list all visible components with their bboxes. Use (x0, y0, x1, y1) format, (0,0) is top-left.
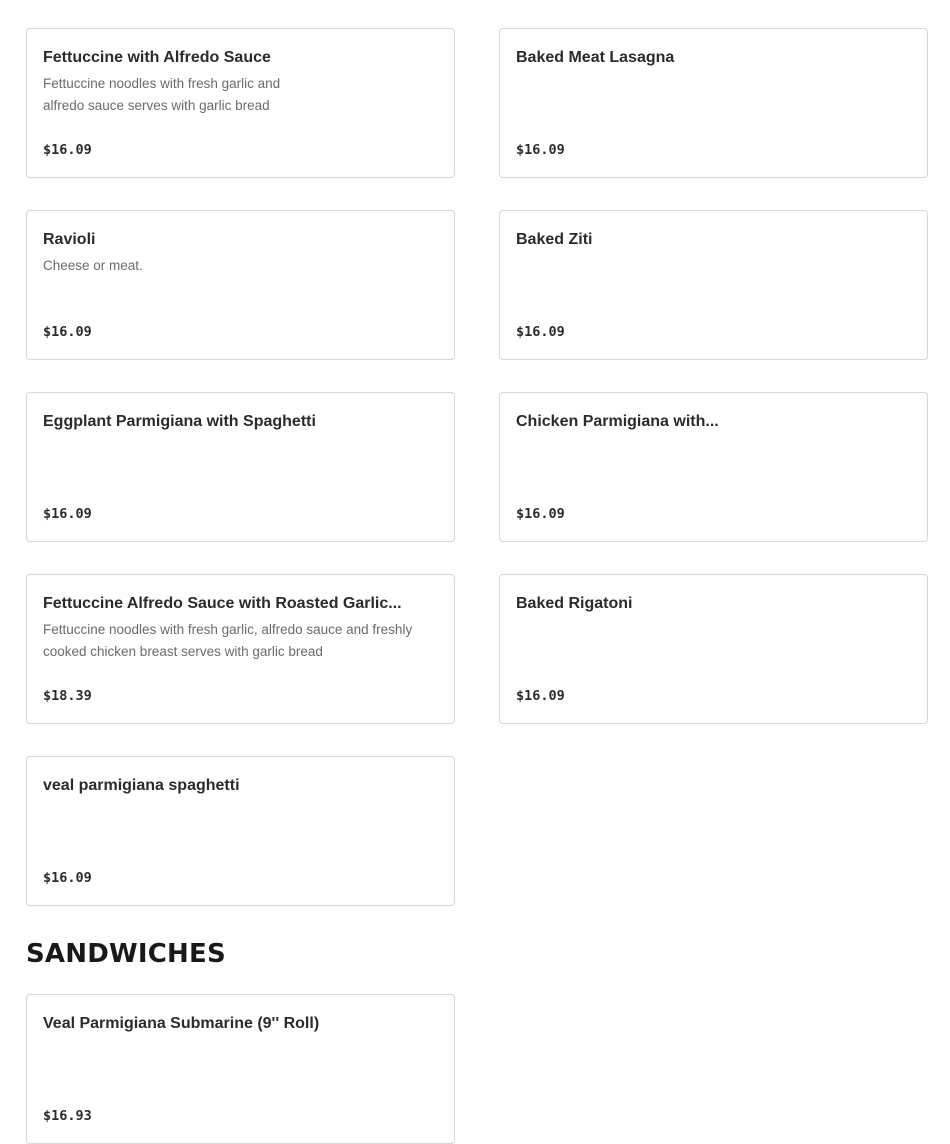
menu-item-name: Eggplant Parmigiana with Spaghetti (43, 413, 316, 430)
menu-item-card[interactable] (499, 574, 928, 724)
menu-item-name: Baked Rigatoni (516, 595, 633, 612)
menu-item-card[interactable] (499, 210, 928, 360)
menu-item-price: $16.09 (516, 142, 565, 158)
menu-item-card[interactable] (499, 28, 928, 178)
menu-item-name: Ravioli (43, 231, 96, 248)
menu-item-name: Fettuccine Alfredo Sauce with Roasted Garlic... (43, 595, 402, 612)
menu-item-description: Fettuccine noodles with fresh garlic, alfredo sauce and freshly cooked chicken breast serves with garlic bread (43, 622, 413, 659)
menu-item-description: Fettuccine noodles with fresh garlic and alfredo sauce serves with garlic bread (43, 76, 281, 113)
menu-item-name: Baked Meat Lasagna (516, 49, 675, 66)
menu-item-price: $16.09 (516, 506, 565, 522)
menu-item-card[interactable] (26, 756, 455, 906)
menu-item-description: Cheese or meat. (43, 258, 143, 273)
menu-item-card[interactable] (26, 210, 455, 360)
menu-item-card[interactable] (26, 28, 455, 178)
menu-item-price: $16.09 (516, 324, 565, 340)
menu-item-price: $16.09 (43, 142, 92, 158)
menu-item-price: $16.09 (43, 506, 92, 522)
menu-item-price: $16.09 (43, 870, 92, 886)
menu-item-price: $16.09 (516, 688, 565, 704)
menu-item-card[interactable] (499, 392, 928, 542)
menu-item-card[interactable] (26, 392, 455, 542)
menu-item-name: veal parmigiana spaghetti (43, 777, 240, 794)
menu-item-name: Chicken Parmigiana with... (516, 413, 719, 430)
section-heading-sandwiches: SANDWICHES (26, 939, 226, 969)
menu-item-name: Veal Parmigiana Submarine (9'' Roll) (43, 1015, 320, 1032)
menu-item-name: Fettuccine with Alfredo Sauce (43, 49, 271, 66)
menu-item-price: $18.39 (43, 688, 92, 704)
menu-item-card[interactable] (26, 994, 455, 1144)
menu-item-price: $16.09 (43, 324, 92, 340)
menu-item-card[interactable] (26, 574, 455, 724)
menu-item-name: Baked Ziti (516, 231, 593, 248)
menu-item-price: $16.93 (43, 1108, 92, 1124)
